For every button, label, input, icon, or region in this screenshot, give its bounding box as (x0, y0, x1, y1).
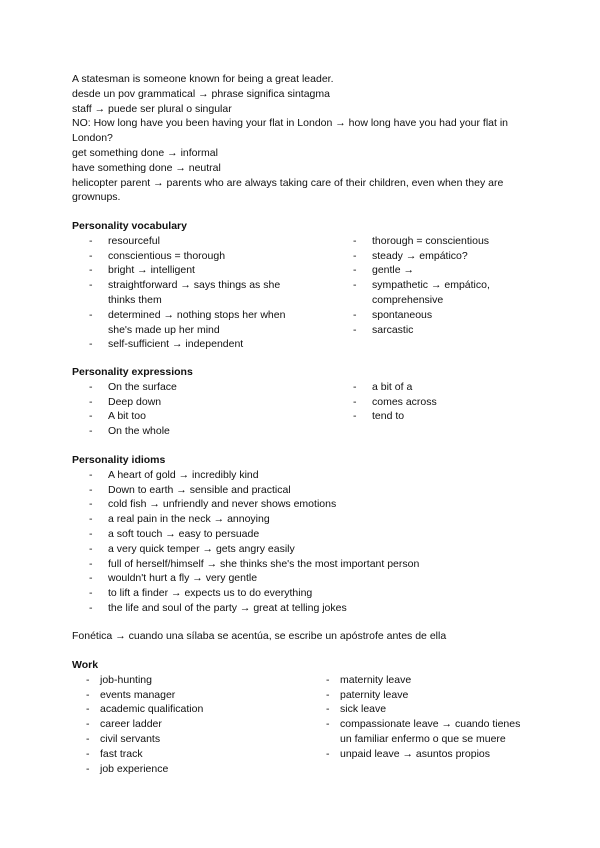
fonetica-note (72, 629, 532, 644)
list-item: - sick leave (312, 702, 522, 717)
list-item: - career ladder (72, 717, 287, 732)
list-item: - On the whole (72, 424, 287, 439)
vocabulary-left-column (72, 234, 287, 352)
note-line: Fonética → cuando una sílaba se acentúa, se escribe un apóstrofe antes de ella (72, 630, 447, 642)
note-line: have something done → neutral (72, 161, 221, 174)
section-heading: Work (72, 659, 99, 671)
personality-idioms-section (72, 453, 532, 616)
list-item: - self-sufficient → independent (72, 337, 287, 352)
work-right-column (312, 673, 522, 762)
list-item: - a soft touch → easy to persuade (72, 527, 532, 542)
intro-notes (72, 72, 532, 205)
list-item: - Down to earth → sensible and practical (72, 483, 532, 498)
list-item: - thorough = conscientious (336, 234, 536, 249)
personality-vocabulary-section (72, 219, 532, 352)
expressions-right-column (336, 380, 536, 424)
list-item: - straightforward → says things as she thinks them (72, 278, 287, 308)
list-item: - wouldn't hurt a fly → very gentle (72, 571, 532, 586)
list-item: - tend to (336, 409, 536, 424)
list-item: - to lift a finder → expects us to do everything (72, 586, 532, 601)
list-item: - fast track (72, 747, 287, 762)
list-item: - spontaneous (336, 308, 536, 323)
list-item: - maternity leave (312, 673, 522, 688)
list-item: - conscientious = thorough (72, 249, 287, 264)
list-item: - On the surface (72, 380, 287, 395)
list-item: - sarcastic (336, 323, 536, 338)
note-line: A statesman is someone known for being a great leader. (72, 73, 334, 85)
list-item: - resourceful (72, 234, 287, 249)
list-item: - bright → intelligent (72, 263, 287, 278)
list-item: - compassionate leave → cuando tienes un familiar enfermo o que se muere (312, 717, 522, 747)
note-line: helicopter parent → parents who are always taking care of their children, even when they are grownups. (72, 176, 504, 204)
list-item: - a bit of a (336, 380, 536, 395)
list-item: - gentle → (336, 263, 536, 278)
list-item: - determined → nothing stops her when she's made up her mind (72, 308, 287, 338)
list-item: - unpaid leave → asuntos propios (312, 747, 522, 762)
list-item: - civil servants (72, 732, 287, 747)
list-item: - job experience (72, 762, 287, 777)
list-item: - A bit too (72, 409, 287, 424)
work-left-column (72, 673, 287, 777)
list-item: - events manager (72, 688, 287, 703)
vocabulary-right-column (336, 234, 536, 338)
section-heading: Personality expressions (72, 366, 193, 378)
list-item: - a very quick temper → gets angry easily (72, 542, 532, 557)
section-heading: Personality vocabulary (72, 220, 187, 232)
list-item: - Deep down (72, 395, 287, 410)
list-item: - steady → empático? (336, 249, 536, 264)
expressions-left-column (72, 380, 287, 439)
list-item: - cold fish → unfriendly and never shows emotions (72, 497, 532, 512)
list-item: - the life and soul of the party → great at telling jokes (72, 601, 532, 616)
list-item: - comes across (336, 395, 536, 410)
note-line: NO: How long have you been having your flat in London → how long have you had your flat in London? (72, 117, 509, 145)
list-item: - full of herself/himself → she thinks she's the most important person (72, 557, 532, 572)
section-heading: Personality idioms (72, 454, 166, 466)
list-item: - sympathetic → empático, comprehensive (336, 278, 536, 308)
work-section (72, 658, 532, 783)
list-item: - A heart of gold → incredibly kind (72, 468, 532, 483)
list-item: - a real pain in the neck → annoying (72, 512, 532, 527)
note-line: desde un pov grammatical → phrase significa sintagma (72, 87, 330, 100)
list-item: - paternity leave (312, 688, 522, 703)
list-item: - academic qualification (72, 702, 287, 717)
list-item: - job-hunting (72, 673, 287, 688)
personality-expressions-section (72, 365, 532, 440)
note-line: staff → puede ser plural o singular (72, 102, 232, 115)
note-line: get something done → informal (72, 146, 218, 159)
